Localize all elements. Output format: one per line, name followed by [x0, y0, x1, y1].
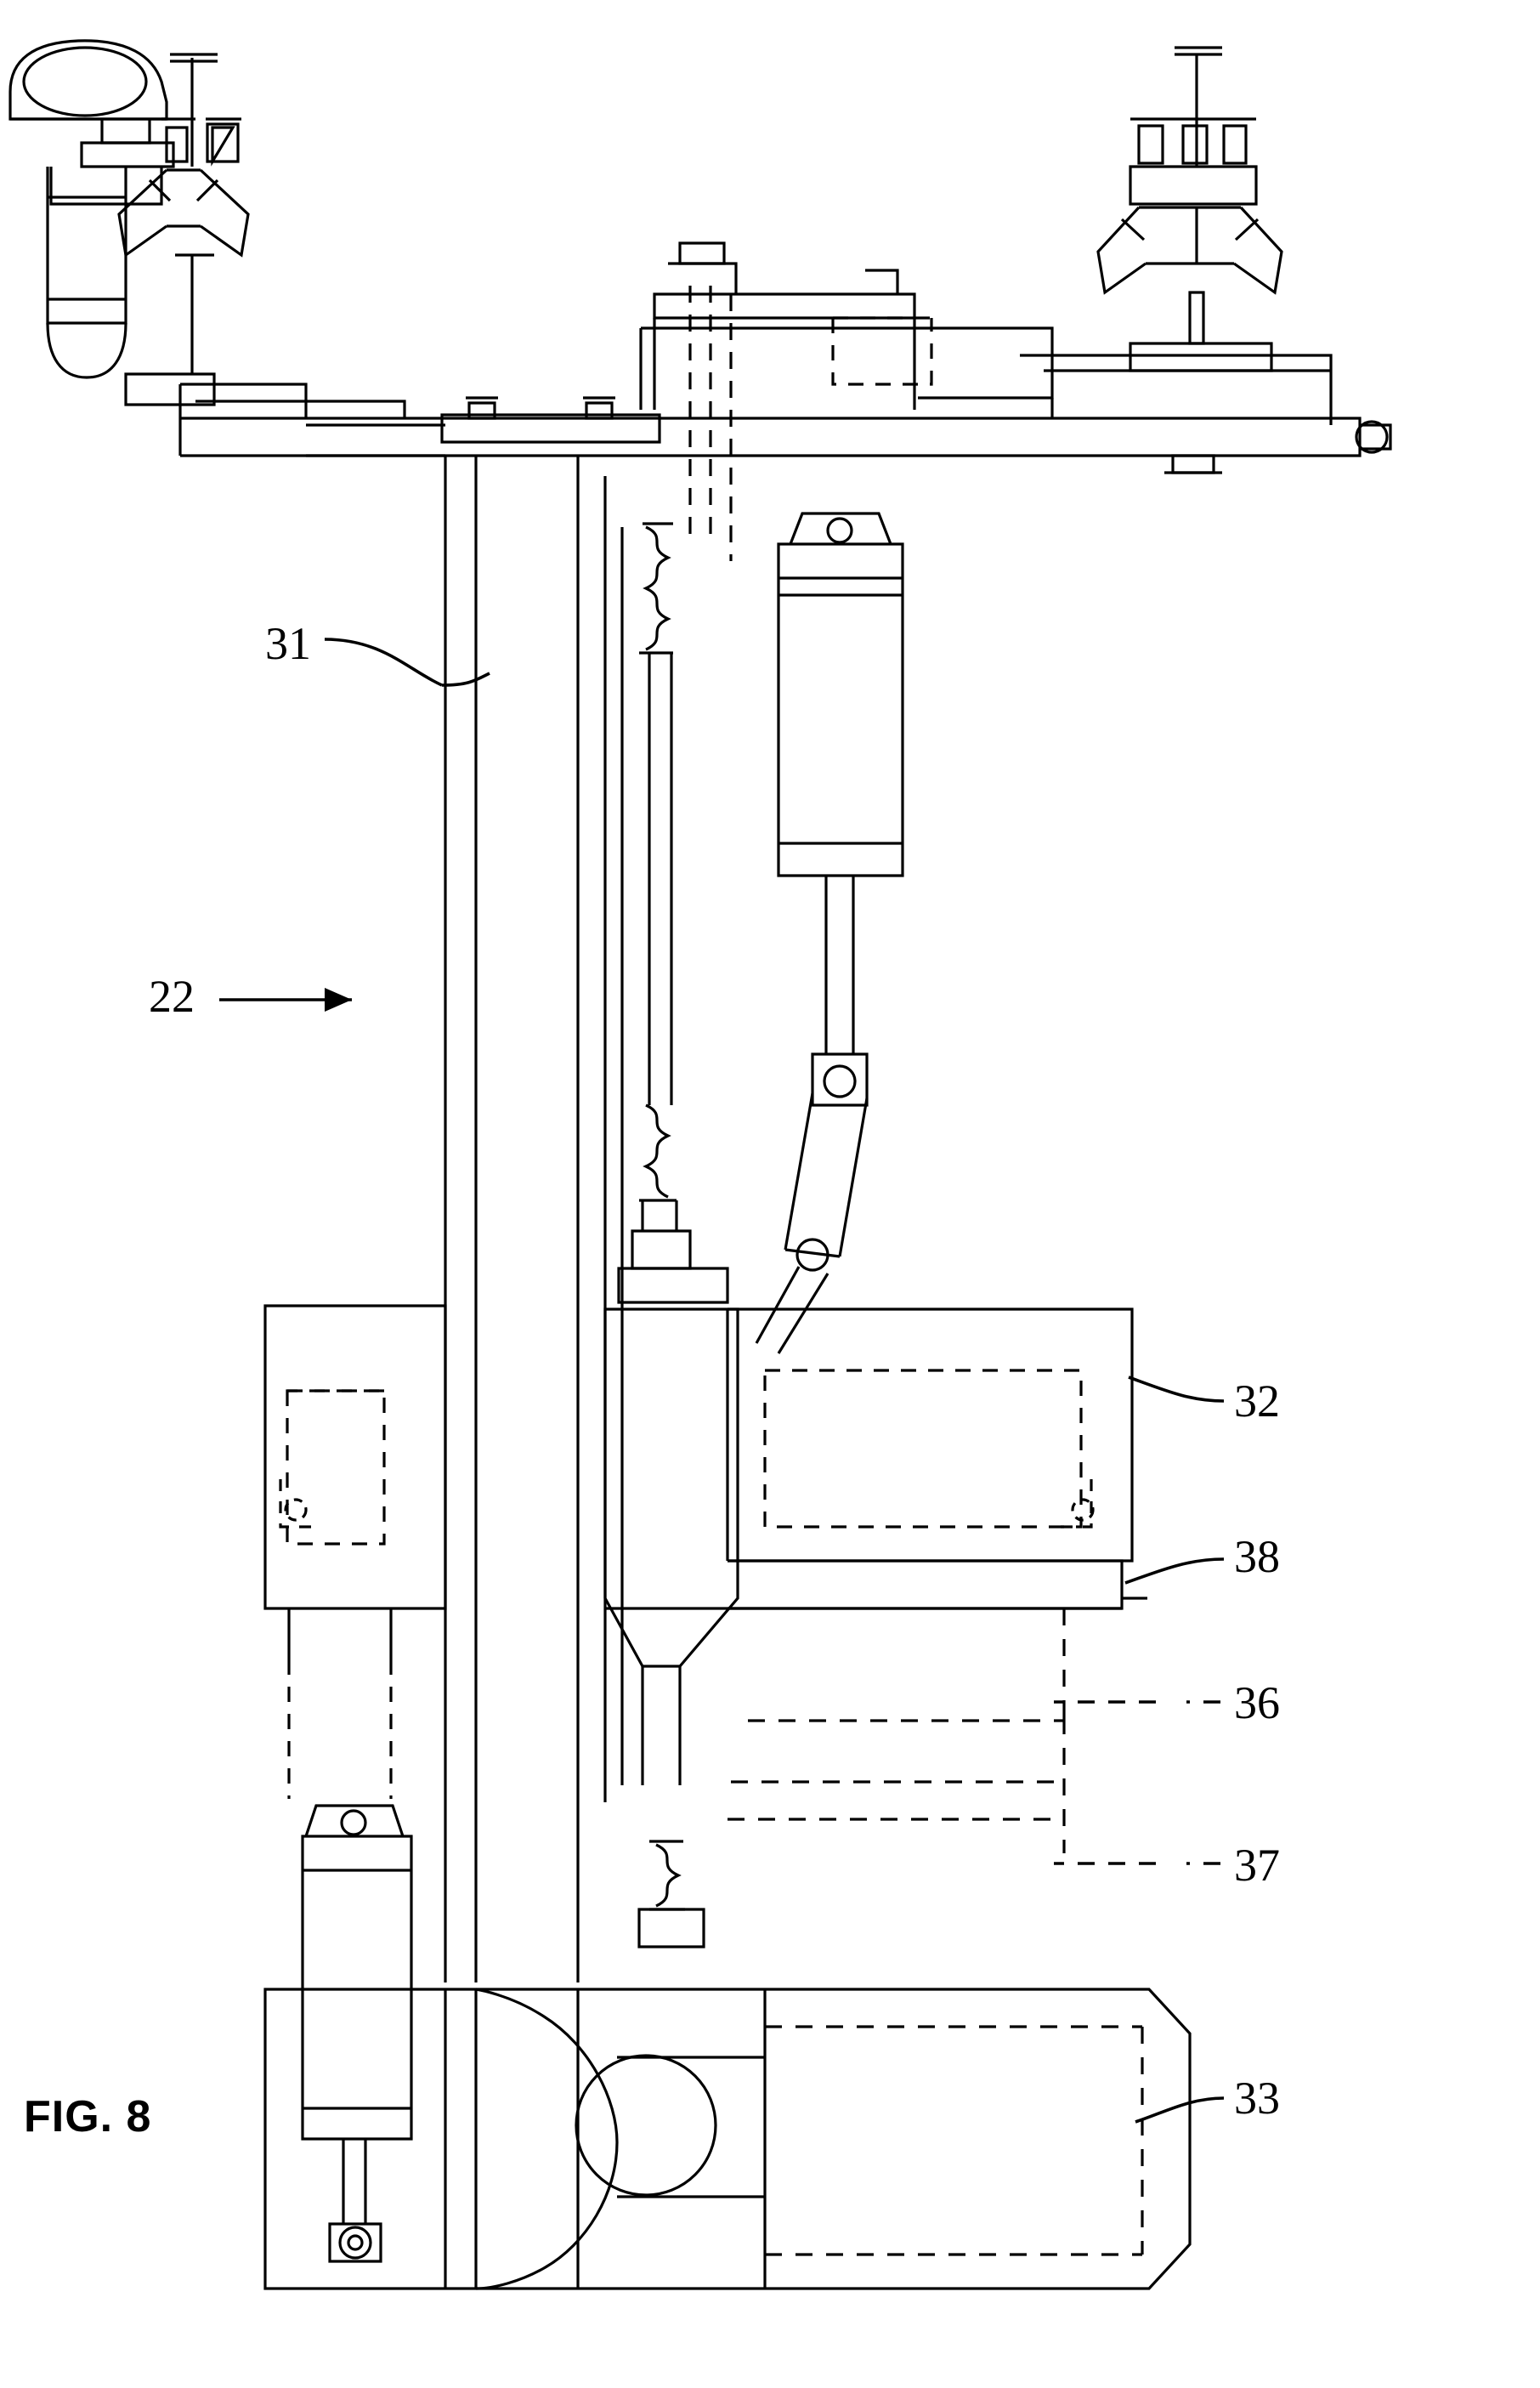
- column-top-detail: [306, 425, 445, 456]
- leader-31: [325, 639, 442, 685]
- lower-pneumatic-cylinder: [303, 1806, 411, 2261]
- reference-numeral-37: 37: [1234, 1840, 1280, 1891]
- leader-38: [1125, 1559, 1224, 1583]
- center-screw-shaft: [619, 524, 728, 1947]
- reference-numeral-33: 33: [1234, 2073, 1280, 2124]
- intermediate-housing-32: [265, 1306, 1147, 1853]
- reference-numeral-38: 38: [1234, 1531, 1280, 1582]
- reference-numeral-31: 31: [265, 618, 311, 669]
- leader-32: [1129, 1377, 1224, 1401]
- reference-numeral-32: 32: [1234, 1376, 1280, 1427]
- right-clamp-head: [1098, 48, 1282, 371]
- figure-label: FIG. 8: [24, 2092, 152, 2141]
- left-clamp-head: [10, 41, 248, 405]
- reference-numeral-36: 36: [1234, 1677, 1280, 1728]
- upper-cross-beam: [180, 243, 1390, 561]
- vertical-column: [445, 456, 622, 1982]
- reference-numeral-22: 22: [149, 971, 195, 1022]
- leader-33: [1135, 2098, 1224, 2122]
- upper-pneumatic-cylinder: [756, 513, 903, 1353]
- leader-lines: [219, 639, 1224, 2122]
